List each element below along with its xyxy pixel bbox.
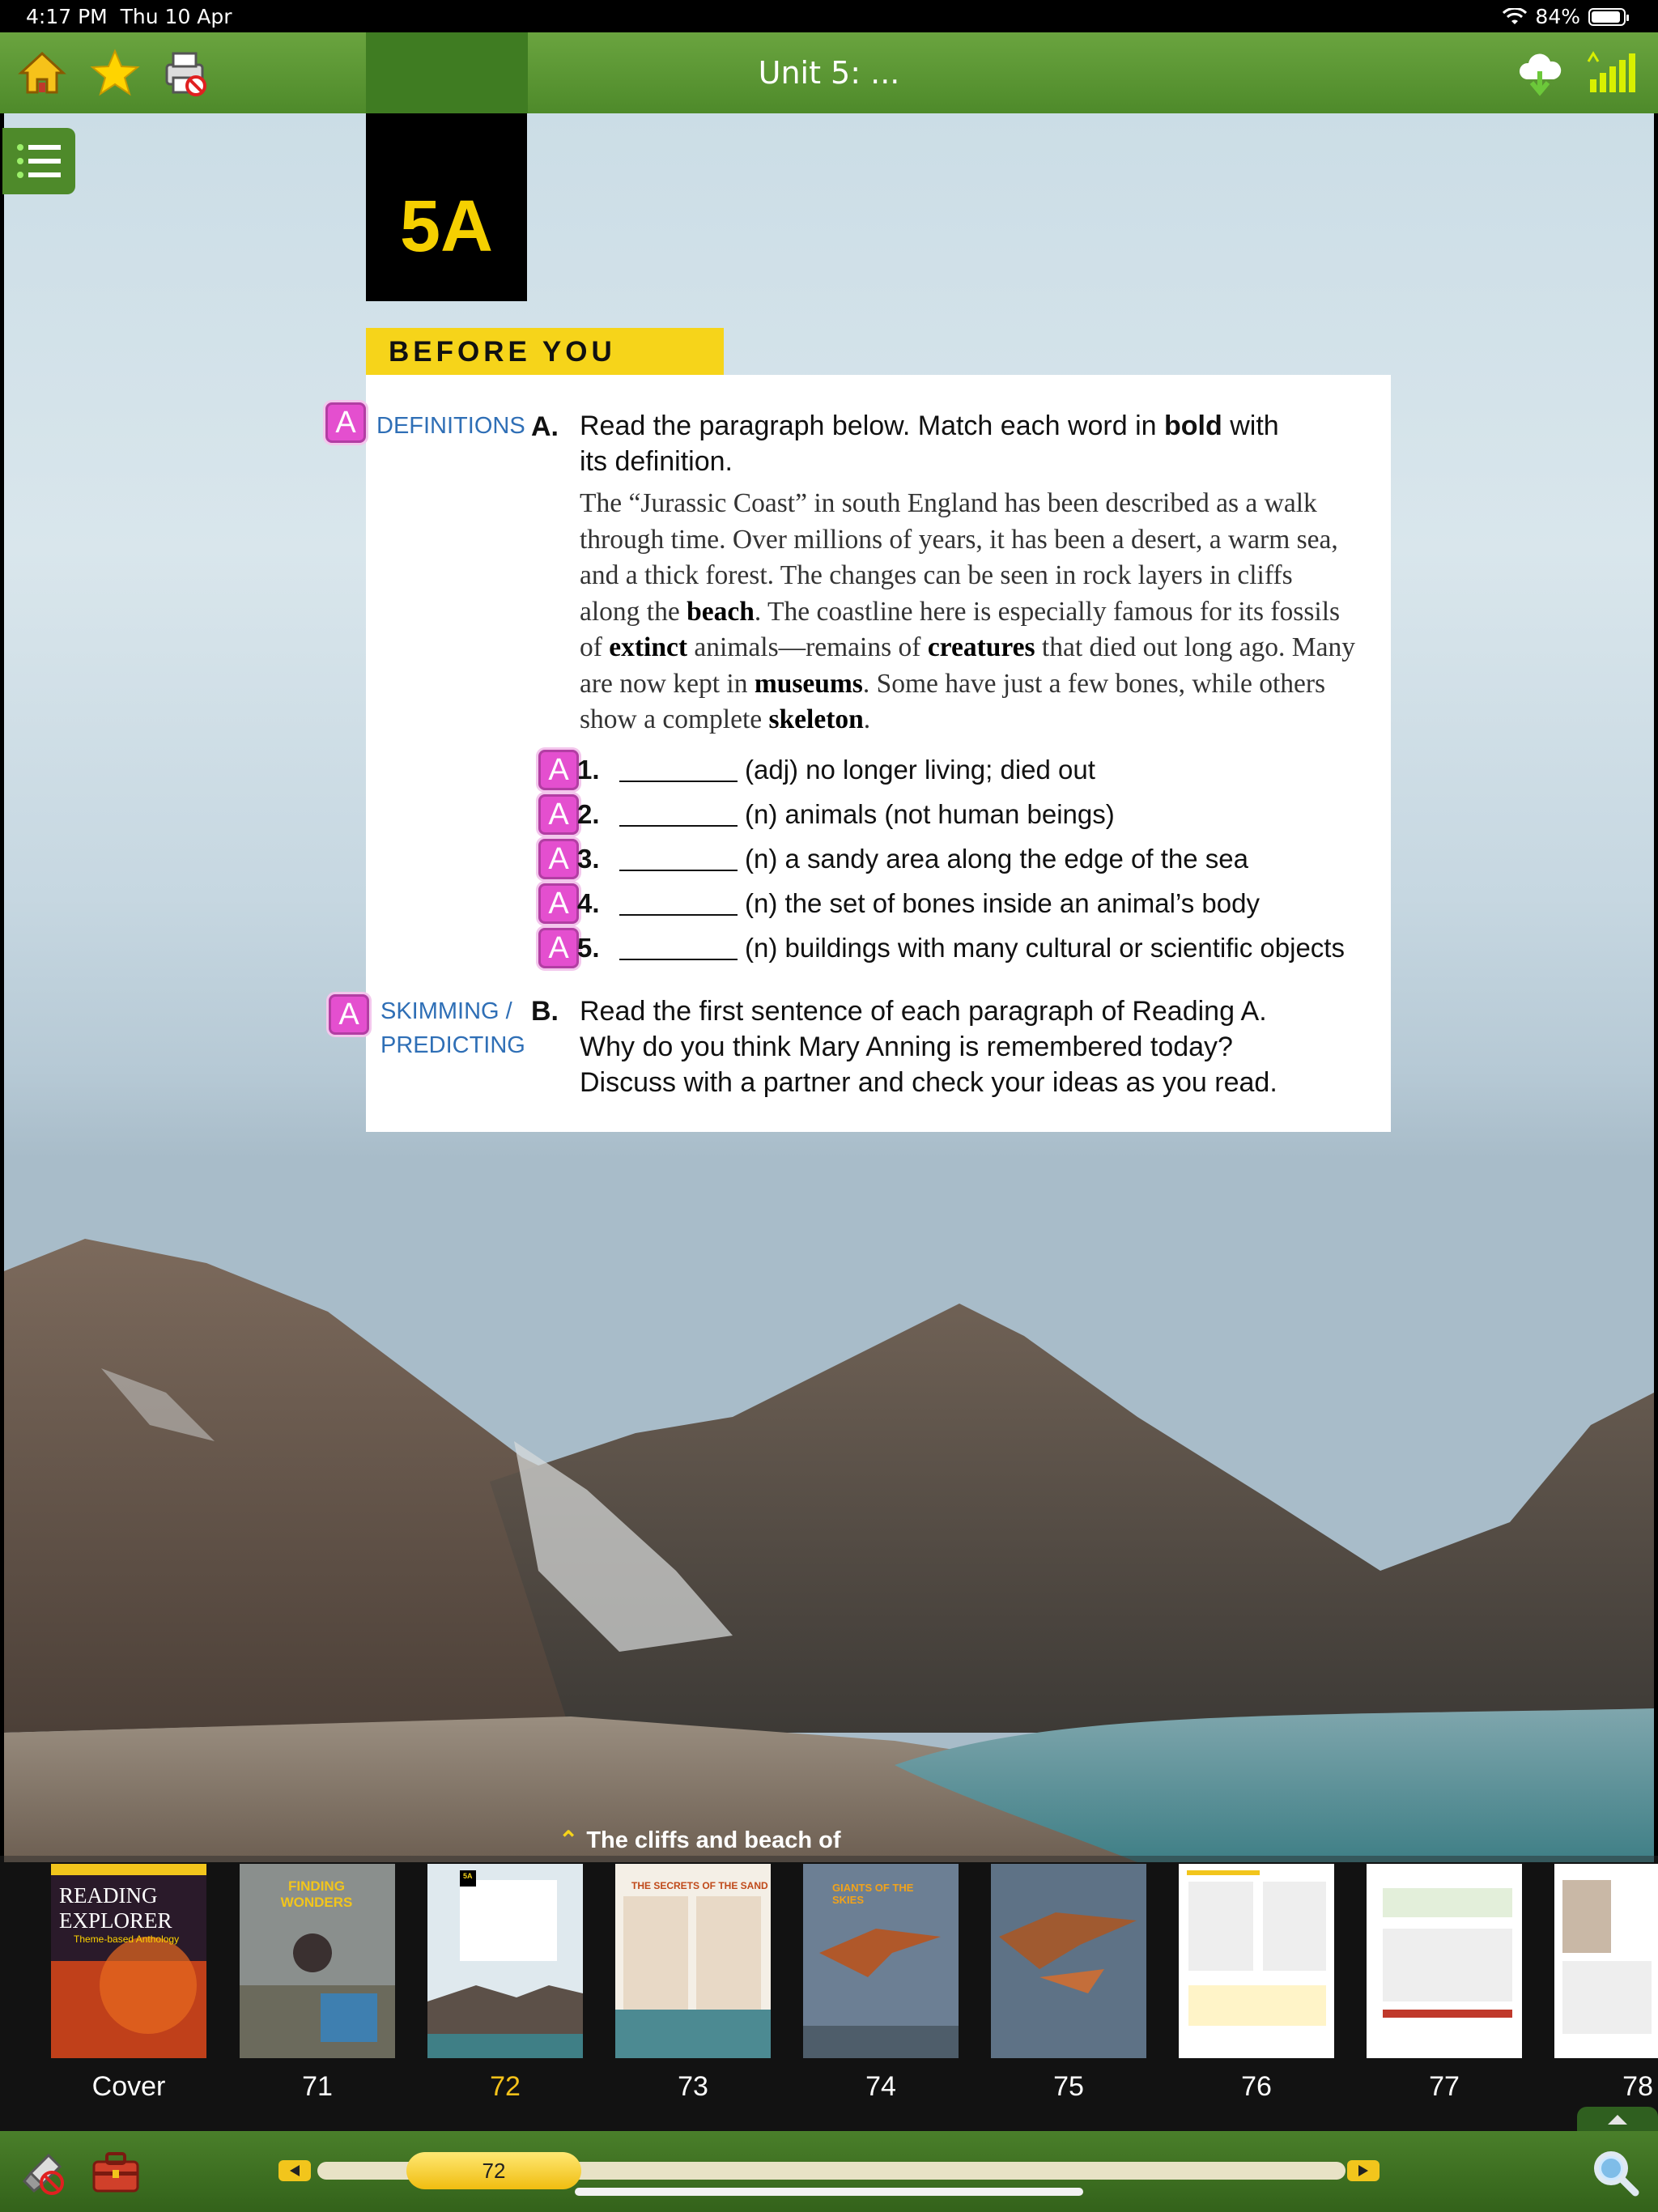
definition-item xyxy=(538,883,1380,927)
answer-button-item-2[interactable]: A xyxy=(538,794,579,835)
thumbnail-label: 71 xyxy=(302,2071,333,2102)
wifi-icon xyxy=(1503,8,1527,26)
toolbar-title[interactable]: Unit 5: ... xyxy=(758,55,900,91)
status-time: 4:17 PM Thu 10 Apr xyxy=(26,5,232,28)
coastline-photo xyxy=(4,1150,1654,1862)
zoom-icon[interactable] xyxy=(1587,2144,1643,2201)
page-78-image xyxy=(1554,1864,1658,2058)
thumbnail-label-current: 72 xyxy=(490,2071,521,2102)
item-definition: (n) animals (not human beings) xyxy=(745,799,1115,829)
thumbnail-71[interactable] xyxy=(240,1864,395,2058)
page-73-title: THE SECRETS OF THE SAND xyxy=(631,1880,768,1891)
home-icon[interactable] xyxy=(16,47,68,99)
thumbnail-strip-toggle[interactable] xyxy=(1577,2107,1658,2131)
definition-item xyxy=(538,794,1380,838)
reading-passage: The “Jurassic Coast” in south England has been described as a walk through time. Over millions of years, it has been a desert, a warm sea, and a thick forest. The changes can be seen in rock layers in cliffs along the beach. The coastline here is especially famous for its fossils of extinct animals—remains of creatures that died out long ago. Many are now kept in museums. Some have just a few bones, while others show a complete skeleton. xyxy=(580,488,1355,734)
item-definition: (adj) no longer living; died out xyxy=(745,755,1095,785)
answer-button-item-3[interactable]: A xyxy=(538,839,579,879)
thumbnail-77[interactable] xyxy=(1367,1864,1522,2058)
slider-left-arrow[interactable] xyxy=(278,2160,311,2181)
skimming-predicting-label: SKIMMING / PREDICTING xyxy=(380,998,525,1058)
toolbox-icon[interactable] xyxy=(87,2146,144,2199)
thumbnail-76[interactable] xyxy=(1179,1864,1334,2058)
thumbnail-label: 74 xyxy=(865,2071,896,2102)
cover-subtitle: Theme-based Anthology xyxy=(74,1933,180,1945)
item-definition: (n) buildings with many cultural or scientific objects xyxy=(745,933,1345,963)
item-number: 3. xyxy=(577,844,600,874)
cover-title: READING EXPLORER xyxy=(59,1883,172,1933)
eraser-icon[interactable] xyxy=(16,2144,73,2201)
thumbnail-72[interactable] xyxy=(427,1864,583,2058)
answer-blank[interactable] xyxy=(619,959,738,960)
answer-blank[interactable] xyxy=(619,781,738,782)
exercise-a-letter: A. xyxy=(531,411,559,442)
definition-item xyxy=(538,928,1380,972)
triangle-right-icon xyxy=(1347,2160,1380,2181)
answer-button-definitions[interactable]: A xyxy=(325,402,366,443)
thumbnail-73[interactable] xyxy=(615,1864,771,2058)
item-number: 1. xyxy=(577,755,600,785)
answer-blank[interactable] xyxy=(619,825,738,827)
page-71-title: FINDING WONDERS xyxy=(280,1878,353,1910)
slider-right-arrow[interactable] xyxy=(1347,2160,1380,2181)
thumbnail-78[interactable] xyxy=(1554,1864,1658,2058)
answer-button-item-1[interactable]: A xyxy=(538,750,579,790)
item-number: 4. xyxy=(577,888,600,918)
thumbnail-74[interactable] xyxy=(803,1864,959,2058)
answer-button-skimming[interactable]: A xyxy=(329,994,369,1035)
definition-item xyxy=(538,839,1380,883)
page-73-image xyxy=(615,1864,771,2058)
page-72-image xyxy=(427,1864,583,2058)
home-indicator xyxy=(575,2188,1083,2196)
page-76-image xyxy=(1179,1864,1334,2058)
battery-icon xyxy=(1588,8,1626,26)
unit-label: 5A xyxy=(399,186,494,267)
section-banner: BEFORE YOU xyxy=(366,328,724,375)
thumbnail-75[interactable] xyxy=(991,1864,1146,2058)
item-number: 2. xyxy=(577,799,600,829)
exercise-a-instruction: Read the paragraph below. Match each word in bold with its definition. xyxy=(580,410,1279,477)
unit-badge xyxy=(366,113,527,301)
answer-blank[interactable] xyxy=(619,870,738,871)
item-definition: (n) a sandy area along the edge of the sea xyxy=(745,844,1248,874)
answer-button-item-5[interactable]: A xyxy=(538,928,579,968)
status-right xyxy=(1503,5,1626,28)
page-slider-thumb[interactable]: 72 xyxy=(406,2152,581,2189)
page-74-title: GIANTS OF THE SKIES xyxy=(832,1882,914,1906)
page-77-image xyxy=(1367,1864,1522,2058)
list-icon xyxy=(2,128,75,194)
status-bar xyxy=(0,0,1658,32)
page-75-image xyxy=(991,1864,1146,2058)
definition-item xyxy=(538,750,1380,793)
answer-button-item-4[interactable]: A xyxy=(538,883,579,924)
thumbnail-label: 75 xyxy=(1053,2071,1084,2102)
chevron-up-icon: ⌃ xyxy=(559,1827,579,1853)
star-icon[interactable] xyxy=(89,47,141,99)
thumbnail-label: 76 xyxy=(1241,2071,1272,2102)
item-definition: (n) the set of bones inside an animal’s body xyxy=(745,888,1260,918)
exercise-b-letter: B. xyxy=(531,996,559,1027)
answer-blank[interactable] xyxy=(619,914,738,916)
thumbnail-label: 77 xyxy=(1429,2071,1460,2102)
page-72-badge: 5A xyxy=(463,1872,473,1880)
battery-percent: 84% xyxy=(1535,5,1580,28)
thumbnail-label: 78 xyxy=(1622,2071,1653,2102)
definitions-label: DEFINITIONS xyxy=(376,413,525,439)
triangle-left-icon xyxy=(278,2160,311,2181)
thumbnail-label: Cover xyxy=(91,2071,166,2102)
table-of-contents-button[interactable] xyxy=(2,128,75,194)
chevron-up-icon xyxy=(1577,2107,1658,2131)
signal-bars-icon[interactable] xyxy=(1585,47,1637,99)
print-disabled-icon[interactable] xyxy=(159,47,210,99)
exercise-b-instruction: Read the first sentence of each paragraph of Reading A. Why do you think Mary Anning is remembered today? Discuss with a partner and check your ideas as you read. xyxy=(580,996,1278,1098)
thumbnail-label: 73 xyxy=(678,2071,708,2102)
cloud-download-icon[interactable] xyxy=(1514,47,1566,99)
item-number: 5. xyxy=(577,933,600,963)
photo-caption: ⌃ The cliffs and beach of xyxy=(559,1827,841,1853)
thumbnail-cover[interactable] xyxy=(51,1864,206,2058)
